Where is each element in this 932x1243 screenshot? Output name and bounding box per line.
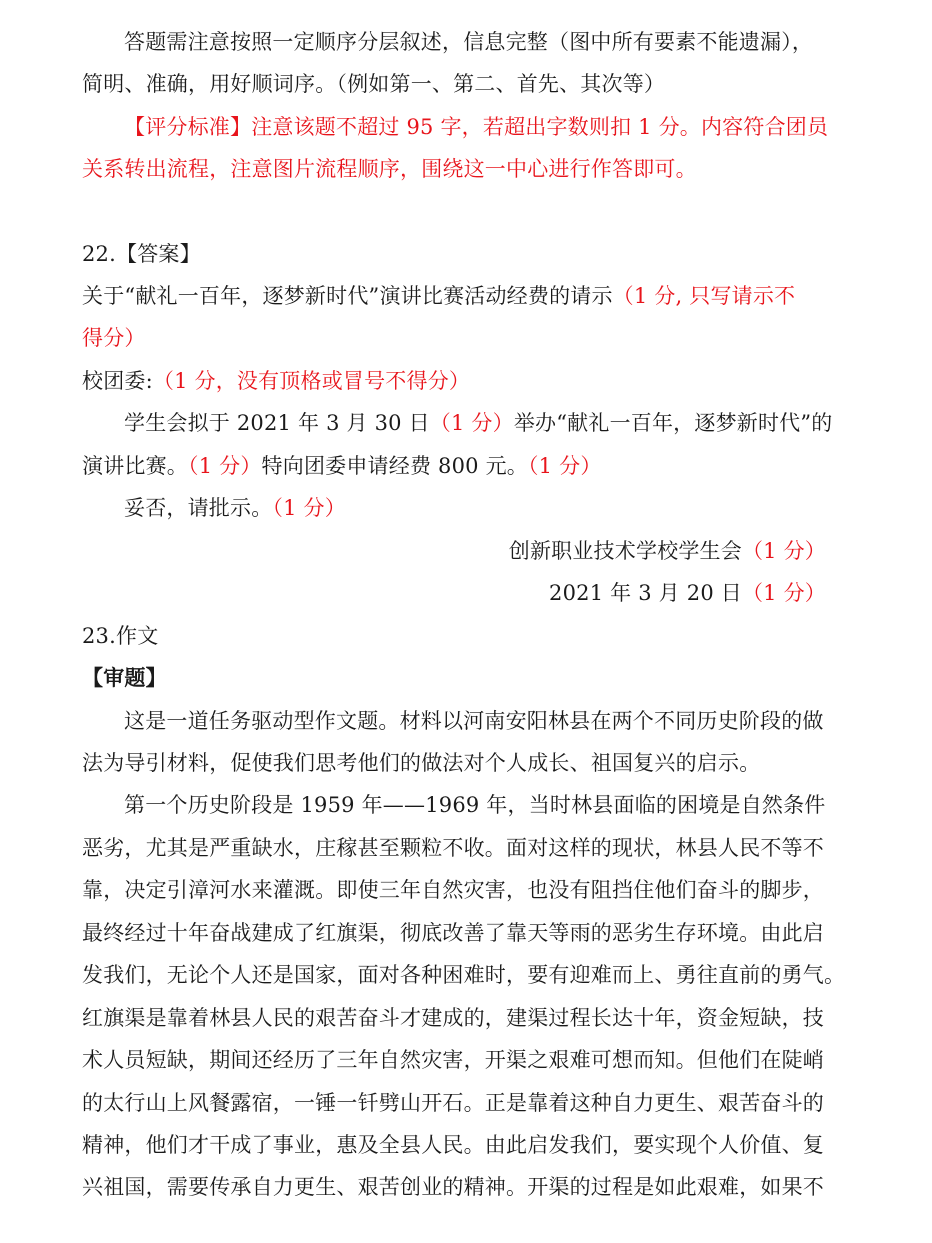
q23-paragraph-2-line-3: 靠，决定引漳河水来灌溉。即使三年自然灾害，也没有阻挡住他们奋斗的脚步，	[82, 878, 824, 902]
q22-body-text: 学生会拟于 2021 年 3 月 30 日	[124, 411, 430, 435]
scoring-standard-line-1: 【评分标准】注意该题不超过 95 字，若超出字数则扣 1 分。内容符合团员	[124, 115, 829, 139]
q22-signature-line	[509, 537, 826, 565]
q23-paragraph-1-line-1: 这是一道任务驱动型作文题。材料以河南安阳林县在两个不同历史阶段的做	[124, 709, 824, 733]
q22-signature-score: （1 分）	[741, 539, 826, 563]
q22-heading: 22.【答案】	[82, 242, 201, 266]
q23-paragraph-2-line-2: 恶劣，尤其是严重缺水，庄稼甚至颗粒不收。面对这样的现状，林县人民不等不	[82, 836, 824, 860]
q22-recipient: 校团委:	[82, 369, 153, 393]
q23-paragraph-2-line-4: 最终经过十年奋战建成了红旗渠，彻底改善了靠天等雨的恶劣生存环境。由此启	[82, 921, 824, 945]
q22-title-line	[82, 282, 795, 310]
q23-paragraph-2-line-1: 第一个历史阶段是 1959 年——1969 年，当时林县面临的困境是自然条件	[124, 793, 826, 817]
q22-closing-line	[124, 494, 346, 522]
q23-paragraph-2-line-6: 红旗渠是靠着林县人民的艰苦奋斗才建成的，建渠过程长达十年，资金短缺，技	[82, 1006, 824, 1030]
q22-date: 2021 年 3 月 20 日	[549, 581, 742, 605]
q23-paragraph-1-line-2: 法为导引材料，促使我们思考他们的做法对个人成长、祖国复兴的启示。	[82, 751, 761, 775]
q22-body-line-2	[82, 452, 602, 480]
q23-paragraph-2-line-7: 术人员短缺，期间还经历了三年自然灾害，开渠之艰难可想而知。但他们在陡峭	[82, 1048, 824, 1072]
q23-paragraph-2-line-10: 兴祖国，需要传承自力更生、艰苦创业的精神。开渠的过程是如此艰难，如果不	[82, 1175, 824, 1199]
q23-paragraph-2-line-5: 发我们，无论个人还是国家，面对各种困难时，要有迎难而上、勇往直前的勇气。	[82, 963, 846, 987]
instruction-line-1: 答题需注意按照一定顺序分层叙述，信息完整（图中所有要素不能遗漏），	[124, 30, 814, 54]
q22-body-score: （1 分）	[527, 454, 602, 478]
q22-closing-score: （1 分）	[272, 496, 346, 520]
q22-body-text: 特向团委申请经费 800 元。	[261, 454, 528, 478]
q22-body-text: 举办“献礼一百年，逐梦新时代”的	[513, 411, 833, 435]
q22-title-score: （1 分, 只写请示不	[612, 284, 796, 308]
instruction-line-2: 简明、准确，用好顺词序。（例如第一、第二、首先、其次等）	[82, 72, 666, 96]
q23-subheading: 【审题】	[82, 666, 167, 690]
q22-body-text: 演讲比赛。	[82, 454, 188, 478]
q23-heading: 23.作文	[82, 624, 159, 648]
q23-paragraph-2-line-8: 的太行山上风餐露宿，一锤一钎劈山开石。正是靠着这种自力更生、艰苦奋斗的	[82, 1091, 824, 1115]
q22-recipient-line	[82, 367, 470, 395]
q22-closing: 妥否，请批示。	[124, 496, 273, 520]
q22-title-score-cont: 得分）	[82, 326, 146, 350]
q22-title-main: 关于“献礼一百年，逐梦新时代”演讲比赛活动经费的请示	[82, 284, 613, 308]
scoring-standard-line-2: 关系转出流程，注意图片流程顺序，围绕这一中心进行作答即可。	[82, 157, 697, 181]
q22-body-score: （1 分）	[188, 454, 262, 478]
q22-signature: 创新职业技术学校学生会	[508, 539, 742, 563]
q23-paragraph-2-line-9: 精神，他们才干成了事业，惠及全县人民。由此启发我们，要实现个人价值、复	[82, 1133, 824, 1157]
q22-date-score: （1 分）	[741, 581, 826, 605]
q22-date-line	[549, 579, 826, 607]
q22-body-line-1	[124, 409, 833, 437]
q22-recipient-score: （1 分，没有顶格或冒号不得分）	[152, 369, 471, 393]
q22-body-score: （1 分）	[429, 411, 514, 435]
